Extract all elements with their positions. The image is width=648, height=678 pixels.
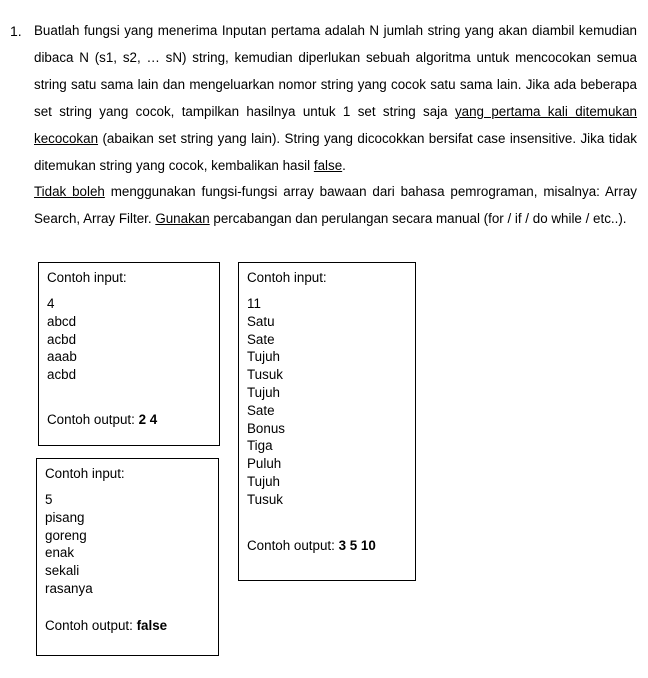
rule-underlined-gunakan: Gunakan: [155, 211, 210, 227]
example-3-input-text: 11 Satu Sate Tujuh Tusuk Tujuh Sate Bonus Tiga Puluh Tujuh Tusuk: [247, 296, 285, 507]
example-2-output-value: false: [136, 618, 168, 633]
example-box-1: [38, 262, 220, 446]
example-1-output-label: Contoh output:: [47, 412, 139, 427]
rule-text-1: menggunakan fungsi-fungsi array bawaan dari bahasa pemrograman, misalnya: Array Search, Array Filter.: [34, 184, 637, 227]
example-1-input-label: Contoh input:: [47, 270, 127, 285]
example-box-2: [36, 458, 219, 656]
example-3-input-label: Contoh input:: [247, 270, 327, 285]
description-text-3: .: [342, 157, 346, 173]
example-3-output-label: Contoh output:: [247, 538, 339, 553]
example-1-input-lines: [47, 295, 77, 384]
example-box-3: [238, 262, 416, 581]
example-1-output: [47, 412, 157, 427]
example-3-input-lines: [247, 295, 285, 509]
description-underlined-false: false: [313, 157, 343, 173]
example-3-output: [247, 538, 376, 553]
example-2-input-text: 5 pisang goreng enak sekali rasanya: [45, 492, 93, 596]
rule-text-2: percabangan dan perulangan secara manual (for / if / do while / etc..).: [209, 211, 627, 227]
example-3-output-value: 3 5 10: [338, 538, 376, 553]
description-text-2: (abaikan set string yang lain). String yang dicocokkan bersifat case insensitive. Jika tidak ditemukan string yang cocok, kembalikan hasil: [34, 130, 637, 173]
example-1-input-text: 4 abcd acbd aaab acbd: [47, 296, 77, 383]
problem-description: [34, 18, 637, 233]
example-1-output-value: 2 4: [138, 412, 158, 427]
rule-underlined-tidak-boleh: Tidak boleh: [34, 184, 105, 200]
example-2-input-lines: [45, 491, 93, 598]
description-text-1: Buatlah fungsi yang menerima Inputan pertama adalah N jumlah string yang akan diambil kemudian dibaca N (s1, s2, … sN) string, kemudian diperlukan sebuah algoritma untuk mencocokan semua string satu sama lain dan mengeluarkan nomor string yang cocok satu sama lain. Jika ada beberapa set string yang cocok, tampilkan hasilnya untuk 1 set string saja: [34, 23, 637, 119]
example-2-output-label: Contoh output:: [45, 618, 137, 633]
problem-number: 1.: [10, 23, 22, 39]
example-2-output: [45, 618, 167, 633]
example-2-input-label: Contoh input:: [45, 466, 125, 481]
description-underlined-1: yang pertama kali ditemukan kecocokan: [34, 103, 637, 146]
